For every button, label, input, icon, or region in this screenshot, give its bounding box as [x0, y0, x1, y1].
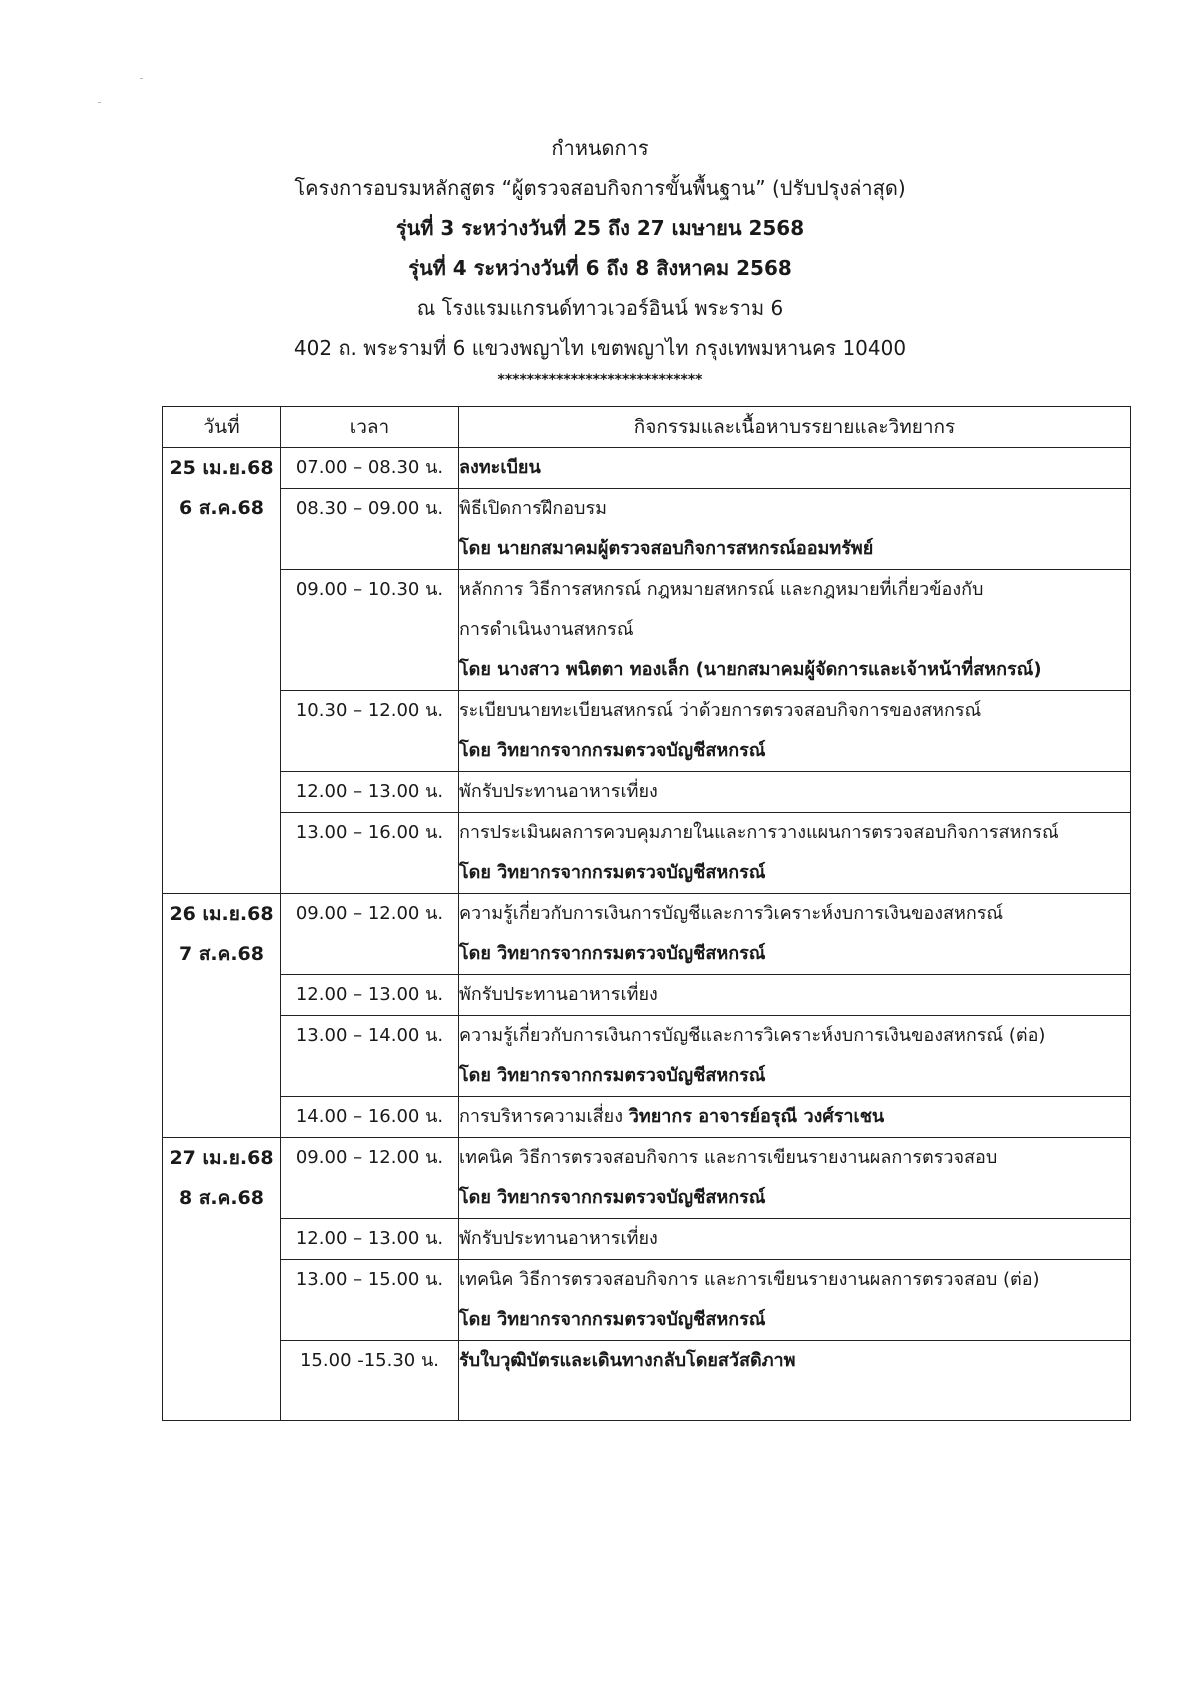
activity-speaker: โดย วิทยากรจากกรมตรวจบัญชีสหกรณ์ [459, 862, 766, 883]
schedule-table [162, 406, 1131, 1421]
activity-speaker: วิทยากร อาจารย์อรุณี วงศ์ราเชน [628, 1106, 885, 1127]
header-venue: ณ โรงแรมแกรนด์ทาวเวอร์อินน์ พระราม 6 [416, 296, 784, 320]
activity-text: ระเบียบนายทะเบียนสหกรณ์ ว่าด้วยการตรวจสอบกิจการของสหกรณ์ [459, 700, 982, 721]
time-cell [281, 1016, 459, 1097]
time-cell [281, 691, 459, 772]
activity-text: ลงทะเบียน [459, 457, 541, 478]
activity-speaker: โดย วิทยากรจากกรมตรวจบัญชีสหกรณ์ [459, 740, 766, 761]
scan-speck [140, 78, 143, 79]
time-cell [281, 975, 459, 1016]
table-row [163, 1260, 1131, 1341]
header-separator-stars: **************************** [497, 372, 703, 388]
activity-cell [459, 1016, 1131, 1097]
table-row [163, 570, 1131, 691]
activity-text: หลักการ วิธีการสหกรณ์ กฎหมายสหกรณ์ และกฎหมายที่เกี่ยวข้องกับ [459, 579, 984, 600]
table-row [163, 489, 1131, 570]
activity-speaker: โดย วิทยากรจากกรมตรวจบัญชีสหกรณ์ [459, 943, 766, 964]
day3-date-batch4: 8 ส.ค.68 [178, 1187, 265, 1209]
activity-cell [459, 448, 1131, 489]
scan-speck [98, 102, 101, 103]
time-slot: 14.00 – 16.00 น. [295, 1106, 444, 1127]
time-cell [281, 489, 459, 570]
table-row [163, 448, 1131, 489]
day2-date-batch3: 26 เม.ย.68 [169, 903, 274, 925]
activity-cell [459, 1341, 1131, 1421]
time-cell [281, 813, 459, 894]
time-cell [281, 1260, 459, 1341]
time-slot: 09.00 – 12.00 น. [295, 1147, 444, 1168]
activity-speaker: โดย วิทยากรจากกรมตรวจบัญชีสหกรณ์ [459, 1187, 766, 1208]
day3-date-batch3: 27 เม.ย.68 [169, 1147, 274, 1169]
table-row [163, 1341, 1131, 1421]
header-title: กำหนดการ [551, 136, 649, 160]
activity-speaker: โดย นางสาว พนิตตา ทองเล็ก (นายกสมาคมผู้จัดการและเจ้าหน้าที่สหกรณ์) [459, 659, 1042, 680]
activity-text: การดำเนินงานสหกรณ์ [459, 619, 634, 640]
time-slot: 09.00 – 10.30 น. [295, 579, 444, 600]
time-slot: 12.00 – 13.00 น. [295, 984, 444, 1005]
activity-text: รับใบวุฒิบัตรและเดินทางกลับโดยสวัสดิภาพ [459, 1350, 796, 1371]
time-cell [281, 894, 459, 975]
activity-text: ความรู้เกี่ยวกับการเงินการบัญชีและการวิเคราะห์งบการเงินของสหกรณ์ (ต่อ) [459, 1025, 1046, 1046]
header-address: 402 ถ. พระรามที่ 6 แขวงพญาไท เขตพญาไท กรุงเทพมหานคร 10400 [293, 336, 907, 360]
time-cell [281, 1219, 459, 1260]
time-cell [281, 772, 459, 813]
activity-cell [459, 813, 1131, 894]
table-row [163, 691, 1131, 772]
day1-date-batch3: 25 เม.ย.68 [169, 457, 274, 479]
time-slot: 13.00 – 15.00 น. [295, 1269, 444, 1290]
activity-topic: การบริหารความเสี่ยง [459, 1106, 624, 1127]
time-cell [281, 1097, 459, 1138]
table-row [163, 813, 1131, 894]
table-row [163, 772, 1131, 813]
table-row [163, 1016, 1131, 1097]
time-slot: 15.00 -15.30 น. [299, 1350, 440, 1371]
day1-date-cell [163, 448, 281, 894]
activity-text: การประเมินผลการควบคุมภายในและการวางแผนการตรวจสอบกิจการสหกรณ์ [459, 822, 1059, 843]
time-slot: 07.00 – 08.30 น. [295, 457, 444, 478]
header-batch-4: รุ่นที่ 4 ระหว่างวันที่ 6 ถึง 8 สิงหาคม 2568 [408, 256, 792, 280]
activity-speaker: โดย วิทยากรจากกรมตรวจบัญชีสหกรณ์ [459, 1309, 766, 1330]
activity-text: เทคนิค วิธีการตรวจสอบกิจการ และการเขียนรายงานผลการตรวจสอบ [459, 1147, 998, 1168]
day2-date-cell [163, 894, 281, 1138]
time-cell [281, 448, 459, 489]
activity-cell [459, 1260, 1131, 1341]
table-row [163, 894, 1131, 975]
time-slot: 08.30 – 09.00 น. [295, 498, 444, 519]
activity-cell [459, 772, 1131, 813]
schedule-header-row [163, 407, 1131, 448]
time-cell [281, 1138, 459, 1219]
day1-date-batch4: 6 ส.ค.68 [178, 497, 265, 519]
activity-cell [459, 489, 1131, 570]
table-row [163, 1097, 1131, 1138]
header-batch-3: รุ่นที่ 3 ระหว่างวันที่ 25 ถึง 27 เมษายน 2568 [395, 216, 805, 240]
activity-cell [459, 570, 1131, 691]
time-slot: 12.00 – 13.00 น. [295, 781, 444, 802]
activity-cell [459, 1219, 1131, 1260]
time-slot: 13.00 – 16.00 น. [295, 822, 444, 843]
column-header-activity: กิจกรรมและเนื้อหาบรรยายและวิทยากร [459, 407, 1131, 448]
day2-date-batch4: 7 ส.ค.68 [178, 943, 265, 965]
activity-text: เทคนิค วิธีการตรวจสอบกิจการ และการเขียนรายงานผลการตรวจสอบ (ต่อ) [459, 1269, 1040, 1290]
table-row [163, 975, 1131, 1016]
activity-text: พักรับประทานอาหารเที่ยง [459, 1228, 658, 1249]
day3-date-cell [163, 1138, 281, 1421]
activity-text: พิธีเปิดการฝึกอบรม [459, 498, 608, 519]
table-row [163, 1219, 1131, 1260]
time-slot: 13.00 – 14.00 น. [295, 1025, 444, 1046]
activity-speaker: โดย วิทยากรจากกรมตรวจบัญชีสหกรณ์ [459, 1065, 766, 1086]
time-cell [281, 570, 459, 691]
time-cell [281, 1341, 459, 1421]
column-header-date: วันที่ [163, 407, 281, 448]
document-header [0, 128, 1200, 368]
activity-cell [459, 975, 1131, 1016]
activity-text [459, 1097, 1130, 1137]
time-slot: 09.00 – 12.00 น. [295, 903, 444, 924]
activity-text: ความรู้เกี่ยวกับการเงินการบัญชีและการวิเคราะห์งบการเงินของสหกรณ์ [459, 903, 1004, 924]
activity-text: พักรับประทานอาหารเที่ยง [459, 781, 658, 802]
activity-cell [459, 1097, 1131, 1138]
activity-cell [459, 894, 1131, 975]
activity-text: พักรับประทานอาหารเที่ยง [459, 984, 658, 1005]
activity-cell [459, 691, 1131, 772]
time-slot: 12.00 – 13.00 น. [295, 1228, 444, 1249]
activity-cell [459, 1138, 1131, 1219]
table-row [163, 1138, 1131, 1219]
activity-speaker: โดย นายกสมาคมผู้ตรวจสอบกิจการสหกรณ์ออมทรัพย์ [459, 538, 874, 559]
column-header-time: เวลา [281, 407, 459, 448]
header-project-name: โครงการอบรมหลักสูตร “ผู้ตรวจสอบกิจการขั้นพื้นฐาน” (ปรับปรุงล่าสุด) [294, 176, 906, 200]
time-slot: 10.30 – 12.00 น. [295, 700, 444, 721]
